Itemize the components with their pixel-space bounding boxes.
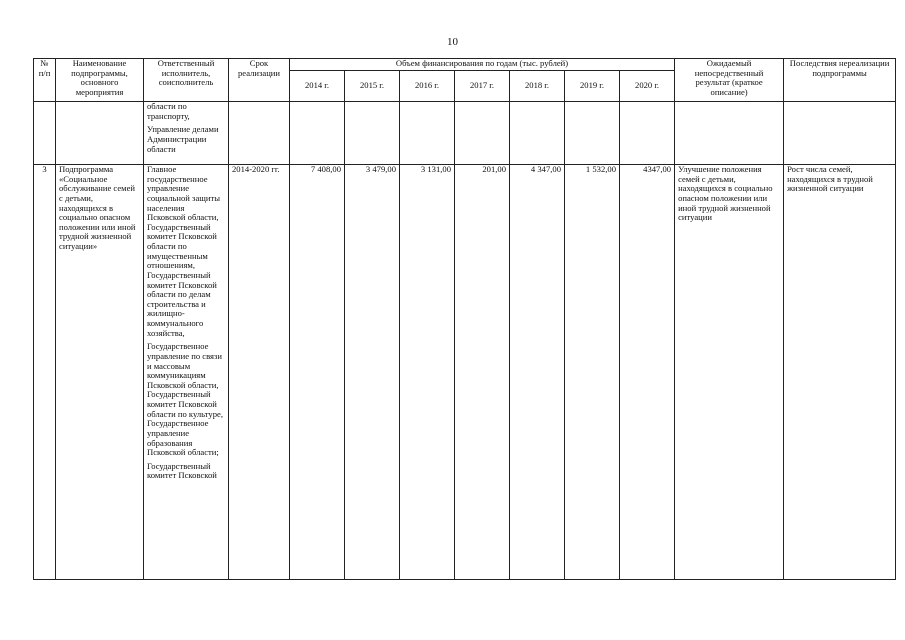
consequences-cell: Рост числа семей, находящихся в трудной жизненной ситуации [784,165,896,580]
header-year-2017: 2017 г. [455,71,510,102]
continuation-responsible-cell [144,102,229,165]
responsible-text: Главное государственное управление социальной защиты населения Псковской области, Государственный комитет Псковской области по имущественным отношениям, Государственный комитет Псковской области по делам строительства и жилищно-коммунального хозяйства, [147,164,221,338]
program-table [33,58,896,580]
header-year-2020: 2020 г. [620,71,675,102]
header-year-2018: 2018 г. [510,71,565,102]
table-row [34,165,896,580]
header-year-2019: 2019 г. [565,71,620,102]
value-2016: 3 131,00 [400,165,455,580]
term-cell: 2014-2020 гг. [229,165,290,580]
value-2019: 1 532,00 [565,165,620,580]
responsible-text: Государственный комитет Псковской [147,460,217,481]
header-year-2016: 2016 г. [400,71,455,102]
header-expected: Ожидаемый непосредственный результат (краткое описание) [675,59,784,102]
header-term: Срок реализации [229,59,290,102]
value-2020: 4347,00 [620,165,675,580]
header-num: № п/п [34,59,56,102]
header-funding: Объем финансирования по годам (тыс. рублей) [290,59,675,71]
table-row [34,102,896,165]
header-responsible: Ответственный исполнитель, соисполнитель [144,59,229,102]
header-year-2015: 2015 г. [345,71,400,102]
value-2018: 4 347,00 [510,165,565,580]
header-name: Наименование подпрограммы, основного мероприятия [56,59,144,102]
responsible-cell [144,165,229,580]
responsible-text: области по транспорту, [147,101,190,121]
value-2014: 7 408,00 [290,165,345,580]
value-2017: 201,00 [455,165,510,580]
expected-result: Улучшение положения семей с детьми, находящихся в социально опасном положении или иной трудной жизненной ситуации [675,165,784,580]
header-year-2014: 2014 г. [290,71,345,102]
row-number: 3 [34,165,56,580]
value-2015: 3 479,00 [345,165,400,580]
page-number: 10 [447,36,458,48]
responsible-text: Управление делами Администрации области [147,124,219,154]
subprogram-name: Подпрограмма «Социальное обслуживание семей с детьми, находящихся в социально опасном положении или иной трудной жизненной ситуации» [56,165,144,580]
header-consequences: Последствия нереализации подпрограммы [784,59,896,102]
responsible-text: Государственное управление по связи и массовым коммуникациям Псковской области, Государственный комитет Псковской области по культуре, Государственное управление образования Псковской области; [147,341,223,458]
